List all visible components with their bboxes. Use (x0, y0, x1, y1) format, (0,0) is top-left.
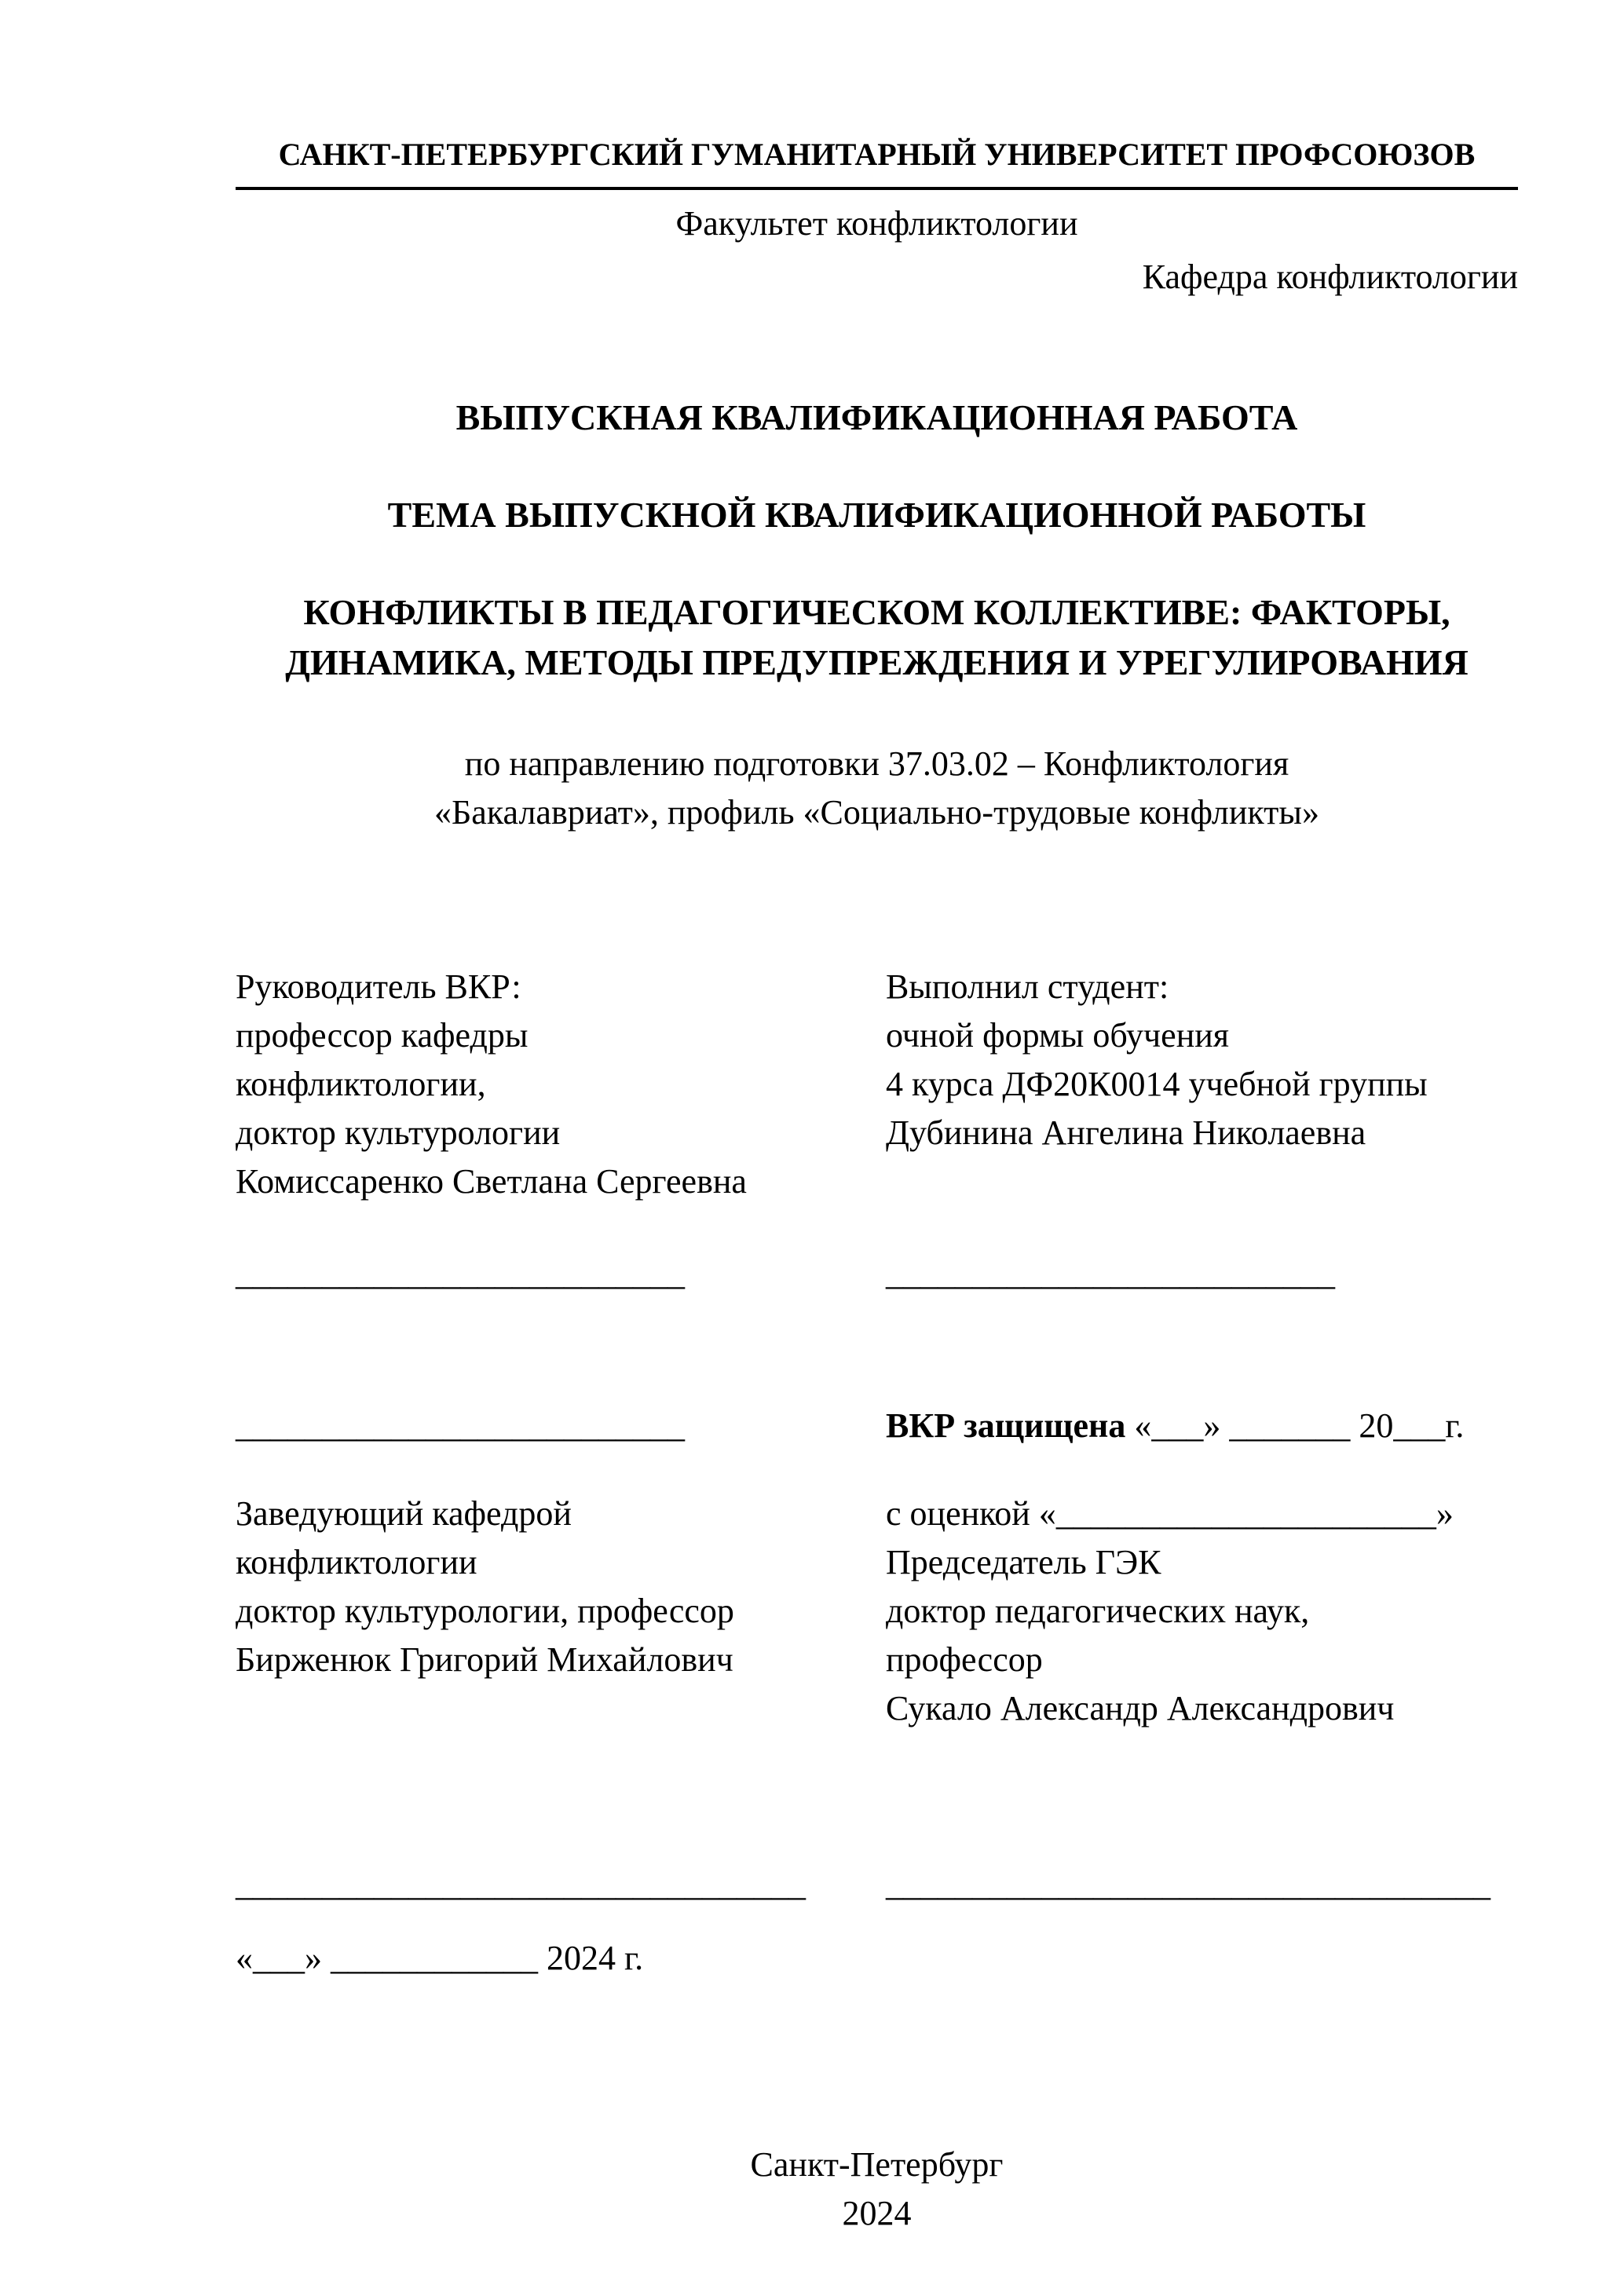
head-name: Бирженюк Григорий Михайлович (236, 1640, 733, 1679)
signature-row-1 (236, 1249, 1518, 1298)
program-line-2: «Бакалавриат», профиль «Социально-трудовые конфликты» (434, 793, 1319, 832)
supervisor-position-line-1: профессор кафедры (236, 1016, 529, 1055)
student-study-form-line: очной формы обучения (886, 1016, 1230, 1055)
supervisor-position-line-2: конфликтологии, (236, 1065, 486, 1103)
chairman-title-line: профессор (886, 1640, 1043, 1679)
topic-title-line-1: КОНФЛИКТЫ В ПЕДАГОГИЧЕСКОМ КОЛЛЕКТИВЕ: ФАКТОРЫ, (303, 592, 1450, 632)
defense-label: ВКР защищена (886, 1406, 1126, 1445)
student-group-line: 4 курса ДФ20К0014 учебной группы (886, 1065, 1428, 1103)
head-chairman-row (236, 1490, 1518, 1733)
student-role-line: Выполнил студент: (886, 967, 1169, 1006)
student-name: Дубинина Ангелина Николаевна (886, 1113, 1366, 1152)
theme-heading: ТЕМА ВЫПУСКНОЙ КВАЛИФИКАЦИОННОЙ РАБОТЫ (387, 495, 1366, 535)
signature-row-bottom (236, 1860, 1518, 1909)
defense-date-blanks: «___» _______ 20___г. (1125, 1406, 1465, 1445)
student-signature-line: __________________________ (886, 1254, 1335, 1292)
city-line: Санкт-Петербург (750, 2145, 1004, 2184)
head-signature-line: _________________________________ (236, 1865, 806, 1903)
chairman-block (886, 1490, 1518, 1733)
department-head-block (236, 1490, 886, 1733)
defense-line (886, 1402, 1518, 1450)
program-block (236, 740, 1518, 837)
supervisor-block (236, 963, 886, 1206)
student-block (886, 963, 1518, 1206)
date-line: «___» ____________ 2024 г. (236, 1939, 644, 1977)
chairman-signature-line: ___________________________________ (886, 1865, 1490, 1903)
year-line: 2024 (842, 2194, 912, 2232)
signature-line-left-2: __________________________ (236, 1406, 685, 1445)
supervisor-name: Комиссаренко Светлана Сергеевна (236, 1162, 747, 1201)
work-type-heading: ВЫПУСКНАЯ КВАЛИФИКАЦИОННАЯ РАБОТА (455, 397, 1298, 437)
head-role-line-1: Заведующий кафедрой (236, 1494, 572, 1533)
faculty-line: Факультет конфликтологии (675, 204, 1078, 243)
supervisor-degree-line: доктор культурологии (236, 1113, 561, 1152)
chairman-degree-line: доктор педагогических наук, (886, 1592, 1310, 1630)
department-line: Кафедра конфликтологии (1142, 258, 1518, 296)
supervisor-student-row (236, 963, 1518, 1206)
signature-row-2 (236, 1402, 1518, 1450)
program-line-1: по направлению подготовки 37.03.02 – Конфликтология (464, 744, 1289, 783)
footer-block (236, 2141, 1518, 2238)
grade-line: с оценкой «______________________» (886, 1494, 1454, 1533)
chairman-name: Сукало Александр Александрович (886, 1689, 1395, 1727)
chairman-role-line: Председатель ГЭК (886, 1543, 1161, 1581)
head-role-line-2: конфликтологии (236, 1543, 477, 1581)
supervisor-role-line: Руководитель ВКР: (236, 967, 521, 1006)
topic-title (236, 587, 1518, 688)
supervisor-signature-line: __________________________ (236, 1254, 685, 1292)
head-degree-line: доктор культурологии, профессор (236, 1592, 734, 1630)
university-name: САНКТ-ПЕТЕРБУРГСКИЙ ГУМАНИТАРНЫЙ УНИВЕРСИТЕТ ПРОФСОЮЗОВ (236, 133, 1518, 190)
topic-title-line-2: ДИНАМИКА, МЕТОДЫ ПРЕДУПРЕЖДЕНИЯ И УРЕГУЛИРОВАНИЯ (285, 642, 1469, 682)
